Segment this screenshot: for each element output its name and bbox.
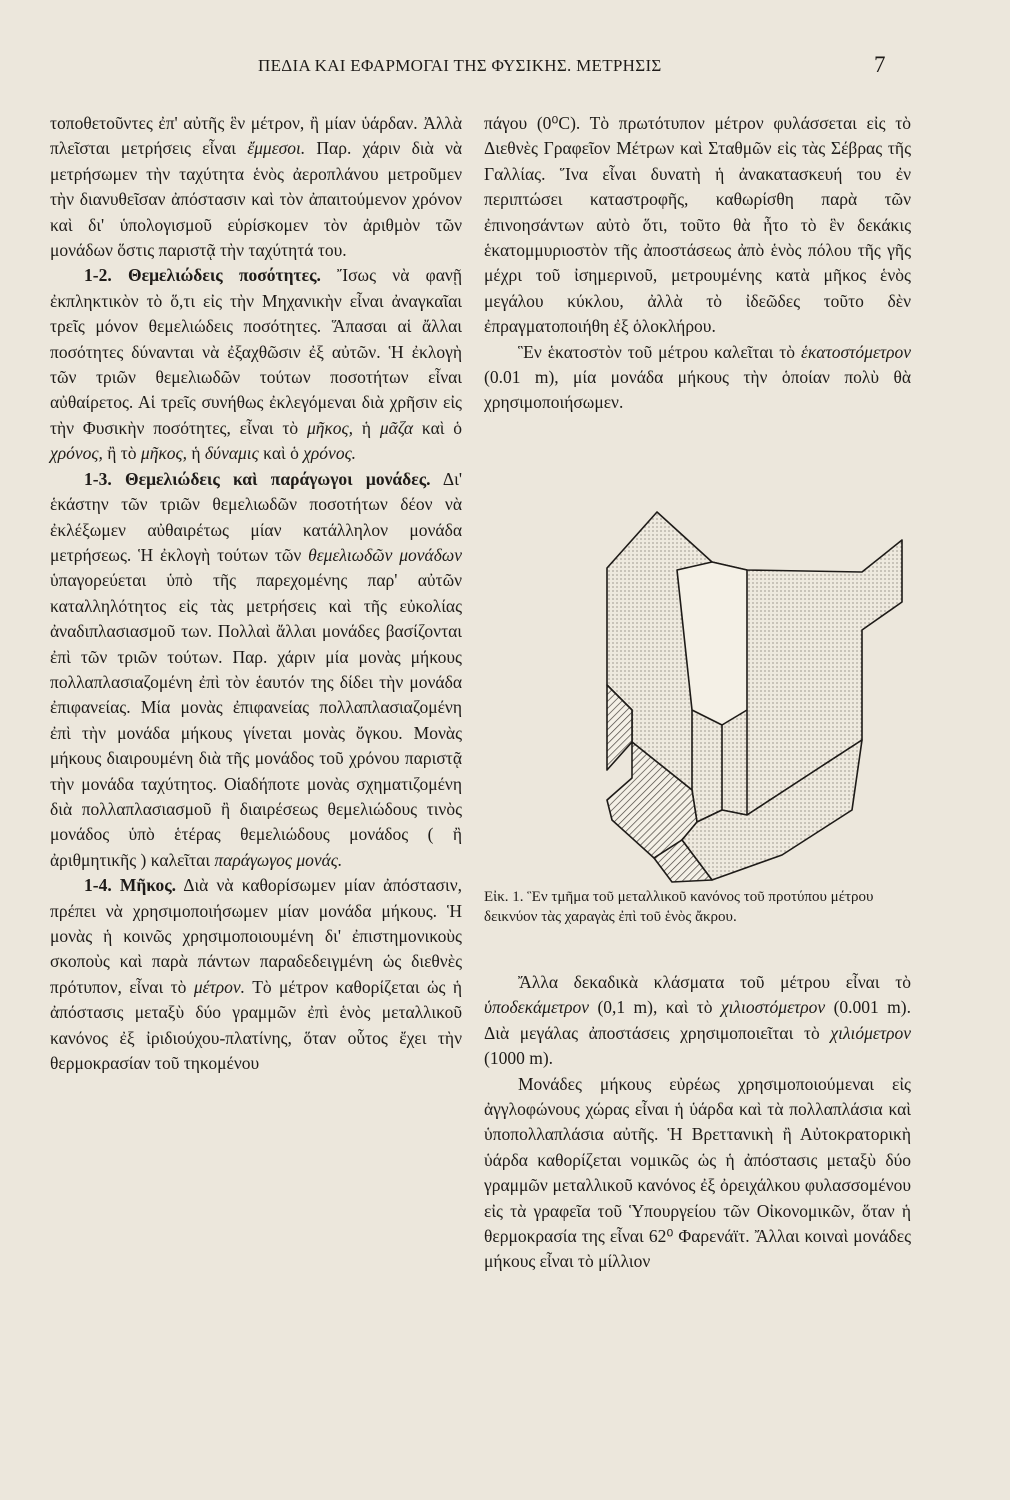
section-1-3: 1-3. Θεμελιώδεις καὶ παράγωγοι μονάδες. Δι' ἑκάστην τῶν τριῶν θεμελιωδῶν ποσοτήτων δέον νὰ ἐκλέξωμεν αὐθαιρέτως μίαν κατάλληλον μονάδα μετρήσεως. Ἡ ἐκλογὴ τούτων τῶν θεμελιωδῶν μονάδων ὑπαγορεύεται ὑπὸ τῆς παρεχομένης παρ' αὐτῶν καταλληλότητος εἰς τὰς μετρήσεις καὶ τῆς εὐκολίας ἀναδιπλασιασμοῦ των. Πολλαὶ ἄλλαι μονάδες βασίζονται ἐπὶ τῶν τριῶν τούτων. Παρ. χάριν μία μονὰς μήκους πολλαπλασιαζομένη ἐπὶ τὸν ἑαυτόν της δίδει τὴν μονάδα ἐπιφανείας. Μία μονὰς ἐπιφανείας πολλαπλασιαζομένη ἐπὶ τὴν μονάδα μήκους γίνεται μονὰς ὄγκου. Μονὰς μήκους διαιρουμένη διὰ τῆς μονάδος τοῦ χρόνου παριστᾷ τὴν μονάδα ταχύτητος. Οἱαδήποτε μονὰς σχηματιζομένη διὰ πολλαπλασιασμοῦ ἢ διαιρέσεως θεμελιώδους τινὸς μονάδος ὑπὸ ἑτέρας θεμελιώδους μονάδος ( ἢ ἀριθμητικῆς ) καλεῖται παράγωγος μονάς. — [50, 468, 462, 870]
paragraph: Μονάδες μήκους εὐρέως χρησιμοποιούμεναι εἰς ἀγγλοφώνους χώρας εἶναι ἡ ὑάρδα καὶ τὰ πολλαπλάσια καὶ ὑποπολλαπλάσια αὐτῆς. Ἡ Βρεττανικὴ ἢ Αὐτοκρατορικὴ ὑάρδα καθορίζεται νομικῶς ὡς ἡ ἀπόστασις μεταξὺ δύο γραμμῶν μεταλλικοῦ κανόνος ἐξ ὀρειχάλκου φυλασσομένου εἰς τὰ γραφεῖα τοῦ Ὑπουργείου τῶν Οἰκονομικῶν, ὅταν ἡ θερμοκρασία της εἶναι 62⁰ Φαρενάϊτ. Ἄλλαι κοιναὶ μονάδες μήκους εἶναι τὸ μίλλιον — [484, 1073, 911, 1272]
section-heading: 1-3. Θεμελιώδεις καὶ παράγωγοι μονάδες. — [84, 468, 431, 489]
section-heading: 1-4. Μῆκος. — [84, 875, 177, 896]
metre-bar-figure — [572, 510, 942, 884]
section-1-4: 1-4. Μῆκος. Διὰ νὰ καθορίσωμεν μίαν ἀπόστασιν, πρέπει νὰ χρησιμοποιήσωμεν μίαν μονάδα μήκους. Ἡ μονὰς ἡ κοινῶς χρησιμοποιουμένη δι' ἐπιστημονικοὺς σκοποὺς καὶ παρὰ πάντων παραδεδειγμένη ὡς διεθνὲς πρότυπον, εἶναι τὸ μέτρον. Τὸ μέτρον καθορίζεται ὡς ἡ ἀπόστασις μεταξὺ δύο γραμμῶν ἐπὶ ἑνὸς μεταλλικοῦ κανόνος ἐξ ἰριδιούχου-πλατίνης, ὅταν οὗτος ἔχει τὴν θερμοκρασίαν τοῦ τηκομένου — [50, 875, 463, 1074]
right-column-bottom — [484, 970, 911, 1275]
right-column-top — [484, 111, 911, 416]
left-column — [50, 111, 462, 1076]
paragraph: Ἄλλα δεκαδικὰ κλάσματα τοῦ μέτρου εἶναι τὸ ὑποδεκάμετρον (0,1 m), καὶ τὸ χιλιοστόμετρον (0.001 m). Διὰ μεγάλας ἀποστάσεις χρησιμοποιεῖται τὸ χιλιόμετρον (1000 m). — [484, 972, 912, 1069]
paragraph: πάγου (0⁰C). Τὸ πρωτότυπον μέτρον φυλάσσεται εἰς τὸ Διεθνὲς Γραφεῖον Μέτρων καὶ Σταθμῶν εἰς τὰς Σέβρας τῆς Γαλλίας. Ἵνα εἶναι δυνατὴ ἡ ἀνακατασκευή του ἐν περιπτώσει καταστροφῆς, καθωρίσθη παρὰ τῶν ἐπινοησάντων αὐτὸ ὅτι, τοῦτο θὰ ἦτο τὸ ἓν δεκάκις ἑκατομμυριοστὸν τῆς ἀποστάσεως ἀπὸ ἑνὸς πόλου τῆς γῆς μέχρι τοῦ ἰσημερινοῦ, μετρουμένης κατὰ μῆκος ἑνὸς μεγάλου κύκλου, ἀλλὰ τὸ ἰδεῶδες τοῦτο δὲν ἐπραγματοποιήθη ἐξ ὁλοκλήρου. — [484, 113, 911, 337]
figure-caption: Εἰκ. 1. Ἓν τμῆμα τοῦ μεταλλικοῦ κανόνος τοῦ προτύπου μέτρου δεικνύον τὰς χαραγὰς ἐπὶ τοῦ ἑνὸς ἄκρου. — [484, 889, 874, 925]
page-number: 7 — [874, 52, 886, 77]
section-1-2: 1-2. Θεμελιώδεις ποσότητες. Ἴσως νὰ φανῇ ἐκπληκτικὸν τὸ ὅ,τι εἰς τὴν Μηχανικὴν εἶναι ἀναγκαῖαι τρεῖς μόνον θεμελιώδεις ποσότητες. Ἅπασαι αἱ ἄλλαι ποσότητες δύνανται νὰ ἐξαχθῶσιν ἐξ αὐτῶν. Ἡ ἐκλογὴ τῶν τριῶν θεμελιωδῶν τούτων ποσοτήτων εἶναι αὐθαίρετος. Αἱ τρεῖς συνήθως ἐκλεγόμεναι διὰ χρῆσιν εἰς τὴν Φυσικὴν ποσότητες, εἶναι τὸ μῆκος, ἡ μᾶζα καὶ ὁ χρόνος, ἢ τὸ μῆκος, ἡ δύναμις καὶ ὁ χρόνος. — [50, 265, 463, 464]
paragraph: Ἓν ἑκατοστὸν τοῦ μέτρου καλεῖται τὸ ἑκατοστόμετρον (0.01 m), μία μονάδα μήκους τὴν ὁποίαν πολὺ θὰ χρησιμοποιήσωμεν. — [484, 341, 912, 413]
paragraph: τοποθετοῦντες ἐπ' αὐτῆς ἓν μέτρον, ἢ μίαν ὑάρδαν. Ἀλλὰ πλεῖσται μετρήσεις εἶναι ἔμμεσοι. Παρ. χάριν διὰ νὰ μετρήσωμεν τὴν ταχύτητα ἑνὸς ἀεροπλάνου μετροῦμεν τὴν διανυθεῖσαν ἀπόστασιν καὶ τὸν ἀπαιτούμενον χρόνον καὶ δι' ὑπολογισμοῦ εὑρίσκομεν τὸν ἀριθμὸν τῶν μονάδων ὅστις παριστᾷ τὴν ταχύτητά του. — [50, 113, 463, 261]
section-heading: 1-2. Θεμελιώδεις ποσότητες. — [84, 265, 321, 286]
running-title: ΠΕΔΙΑ ΚΑΙ ΕΦΑΡΜΟΓΑΙ ΤΗΣ ΦΥΣΙΚΗΣ. ΜΕΤΡΗΣΙΣ — [258, 56, 662, 75]
running-header — [0, 50, 1010, 84]
